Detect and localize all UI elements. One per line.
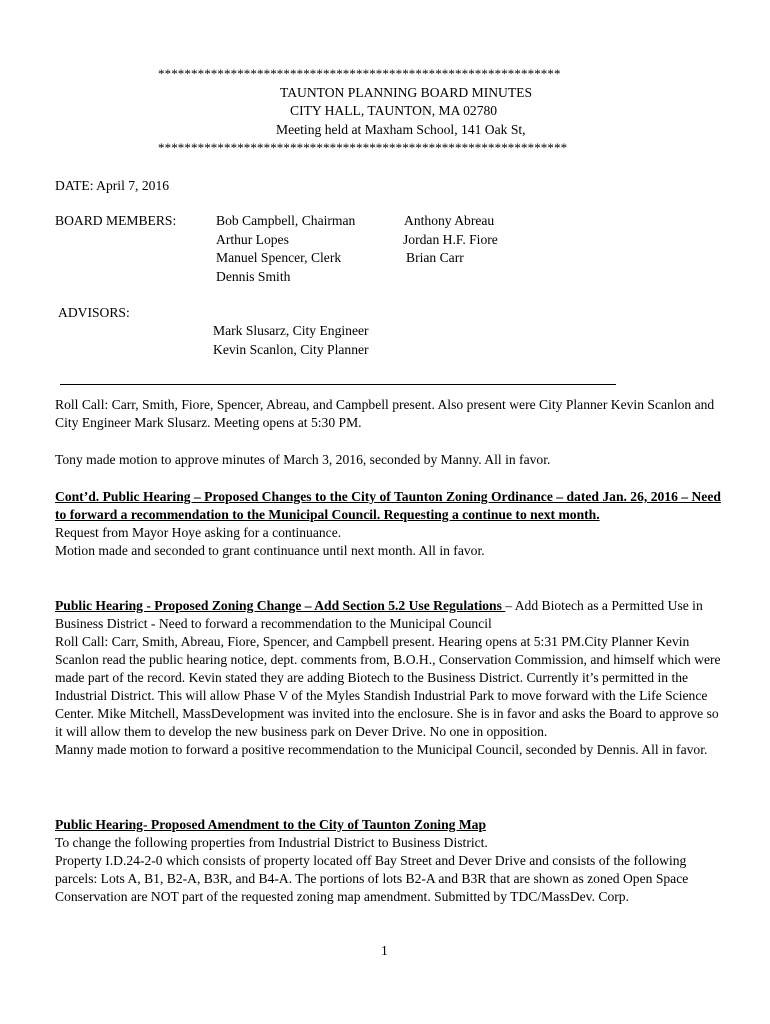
header-stars-top: ************************************************************* — [158, 66, 561, 81]
board-member: Bob Campbell, Chairman — [216, 213, 356, 228]
board-member: Dennis Smith — [216, 269, 291, 284]
header-address: CITY HALL, TAUNTON, MA 02780 — [290, 103, 498, 118]
meeting-date: DATE: April 7, 2016 — [55, 178, 170, 193]
page-number: 1 — [381, 943, 388, 958]
section-text: Manny made motion to forward a positive recommendation to the Municipal Council, seconded by Dennis. All in favor. — [55, 742, 708, 757]
section-heading: Public Hearing- Proposed Amendment to the City of Taunton Zoning Map — [55, 817, 487, 832]
header-location: Meeting held at Maxham School, 141 Oak St, — [276, 122, 526, 137]
board-members-label: BOARD MEMBERS: — [55, 213, 177, 228]
advisor: Kevin Scanlon, City Planner — [213, 342, 369, 357]
header-stars-bottom: ************************************************************** — [158, 140, 568, 155]
board-member: Manuel Spencer, Clerk — [216, 250, 342, 265]
section-text: Request from Mayor Hoye asking for a continuance. — [55, 525, 342, 540]
advisors-label: ADVISORS: — [58, 305, 130, 320]
board-member: Jordan H.F. Fiore — [403, 232, 498, 247]
board-member: Anthony Abreau — [404, 213, 495, 228]
section-heading: Cont’d. Public Hearing – Proposed Changes to the City of Taunton Zoning Ordinance – dated Jan. 26, 2016 – Need to forward a recommendation to the Municipal Council. Requesting a continue to next month. — [55, 489, 721, 522]
roll-call-text: Roll Call: Carr, Smith, Fiore, Spencer, Abreau, and Campbell present. Also present were City Planner Kevin Scanlon and City Engineer Mark Slusarz. Meeting opens at 5:30 PM. — [55, 397, 715, 430]
roll-call-paragraph — [55, 396, 723, 432]
board-member: Brian Carr — [406, 250, 464, 265]
section-text: To change the following properties from Industrial District to Business District. — [55, 835, 488, 850]
section-heading: Public Hearing - Proposed Zoning Change – Add Section 5.2 Use Regulations — [55, 598, 506, 613]
section-text: Roll Call: Carr, Smith, Abreau, Fiore, Spencer, and Campbell present. Hearing opens at 5:31 PM.City Planner Kevin Scanlon read the public hearing notice, dept. comments from, B.O.H., Conservation Commission, and himself which were made part of the record. Kevin stated they are adding Biotech to the Business District. Currently it’s permitted in the Industrial District. This will allow Phase V of the Myles Standish Industrial Park to move forward with the Life Science Center. Mike Mitchell, MassDevelopment was invited into the enclosure. She is in favor and asks the Board to approve so it will allow them to develop the new business park on Dever Drive. No one in opposition. — [55, 634, 721, 739]
board-member: Arthur Lopes — [216, 232, 289, 247]
advisor: Mark Slusarz, City Engineer — [213, 323, 369, 338]
section-text: Motion made and seconded to grant continuance until next month. All in favor. — [55, 543, 485, 558]
section-continued-hearing — [55, 488, 723, 560]
section-text: Property I.D.24-2-0 which consists of property located off Bay Street and Dever Drive and consists of the following parcels: Lots A, B1, B2-A, B3R, and B4-A. The portions of lots B2-A and B3R that are shown as zoned Open Space Conservation are NOT part of the requested zoning map amendment. Submitted by TDC/MassDev. Corp. — [55, 853, 689, 904]
minutes-motion-paragraph — [55, 451, 723, 469]
section-zoning-change — [55, 597, 723, 759]
section-zoning-map — [55, 816, 723, 906]
divider-line — [60, 384, 616, 385]
document-title: TAUNTON PLANNING BOARD MINUTES — [280, 85, 533, 100]
minutes-motion-text: Tony made motion to approve minutes of March 3, 2016, seconded by Manny. All in favor. — [55, 452, 551, 467]
section-heading-tail: – Add Biotech as a Permitted Use in Business District - Need to forward a recommendation to the Municipal Council — [55, 598, 703, 631]
